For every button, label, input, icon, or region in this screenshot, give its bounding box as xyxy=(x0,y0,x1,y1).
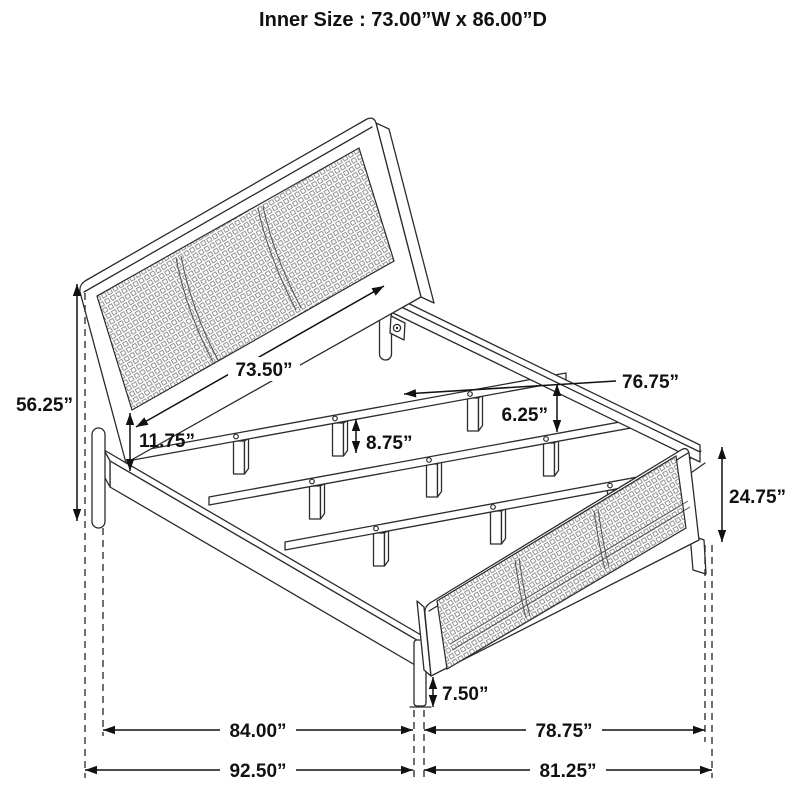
dim-footboard-overall-length-label: 81.25” xyxy=(539,761,597,782)
dim-headboard-width-label: 73.50” xyxy=(235,360,293,381)
headboard-left-leg xyxy=(92,428,105,528)
dim-frame-inner-length xyxy=(103,719,413,742)
diagram-title: Inner Size : 73.00”W x 86.00”D xyxy=(259,9,547,31)
dim-support-leg-height xyxy=(352,419,413,454)
dim-headboard-height-label: 56.25” xyxy=(15,395,73,416)
dim-support-leg-height-label: 8.75” xyxy=(366,433,413,454)
dim-overall-length xyxy=(85,759,413,782)
dim-footboard-leg-height-label: 7.50” xyxy=(442,684,489,705)
dim-frame-inner-length-label: 84.00” xyxy=(229,721,287,742)
dim-rail-spacing-label: 6.25” xyxy=(501,405,548,426)
dim-headboard-height xyxy=(16,284,81,521)
dim-footboard-overall-length xyxy=(424,759,712,782)
dim-footboard-side-length-label: 78.75” xyxy=(535,721,593,742)
dim-overall-length-label: 92.50” xyxy=(229,761,287,782)
footboard xyxy=(410,449,706,707)
dim-footboard-leg-height xyxy=(429,677,489,707)
dim-support-rail-length-label: 76.75” xyxy=(622,372,680,393)
dim-footboard-height-label: 24.75” xyxy=(729,487,787,508)
dim-headboard-rail-gap-label: 11.75” xyxy=(139,431,195,452)
dim-footboard-side-length xyxy=(424,719,705,742)
dim-footboard-height xyxy=(718,447,786,542)
